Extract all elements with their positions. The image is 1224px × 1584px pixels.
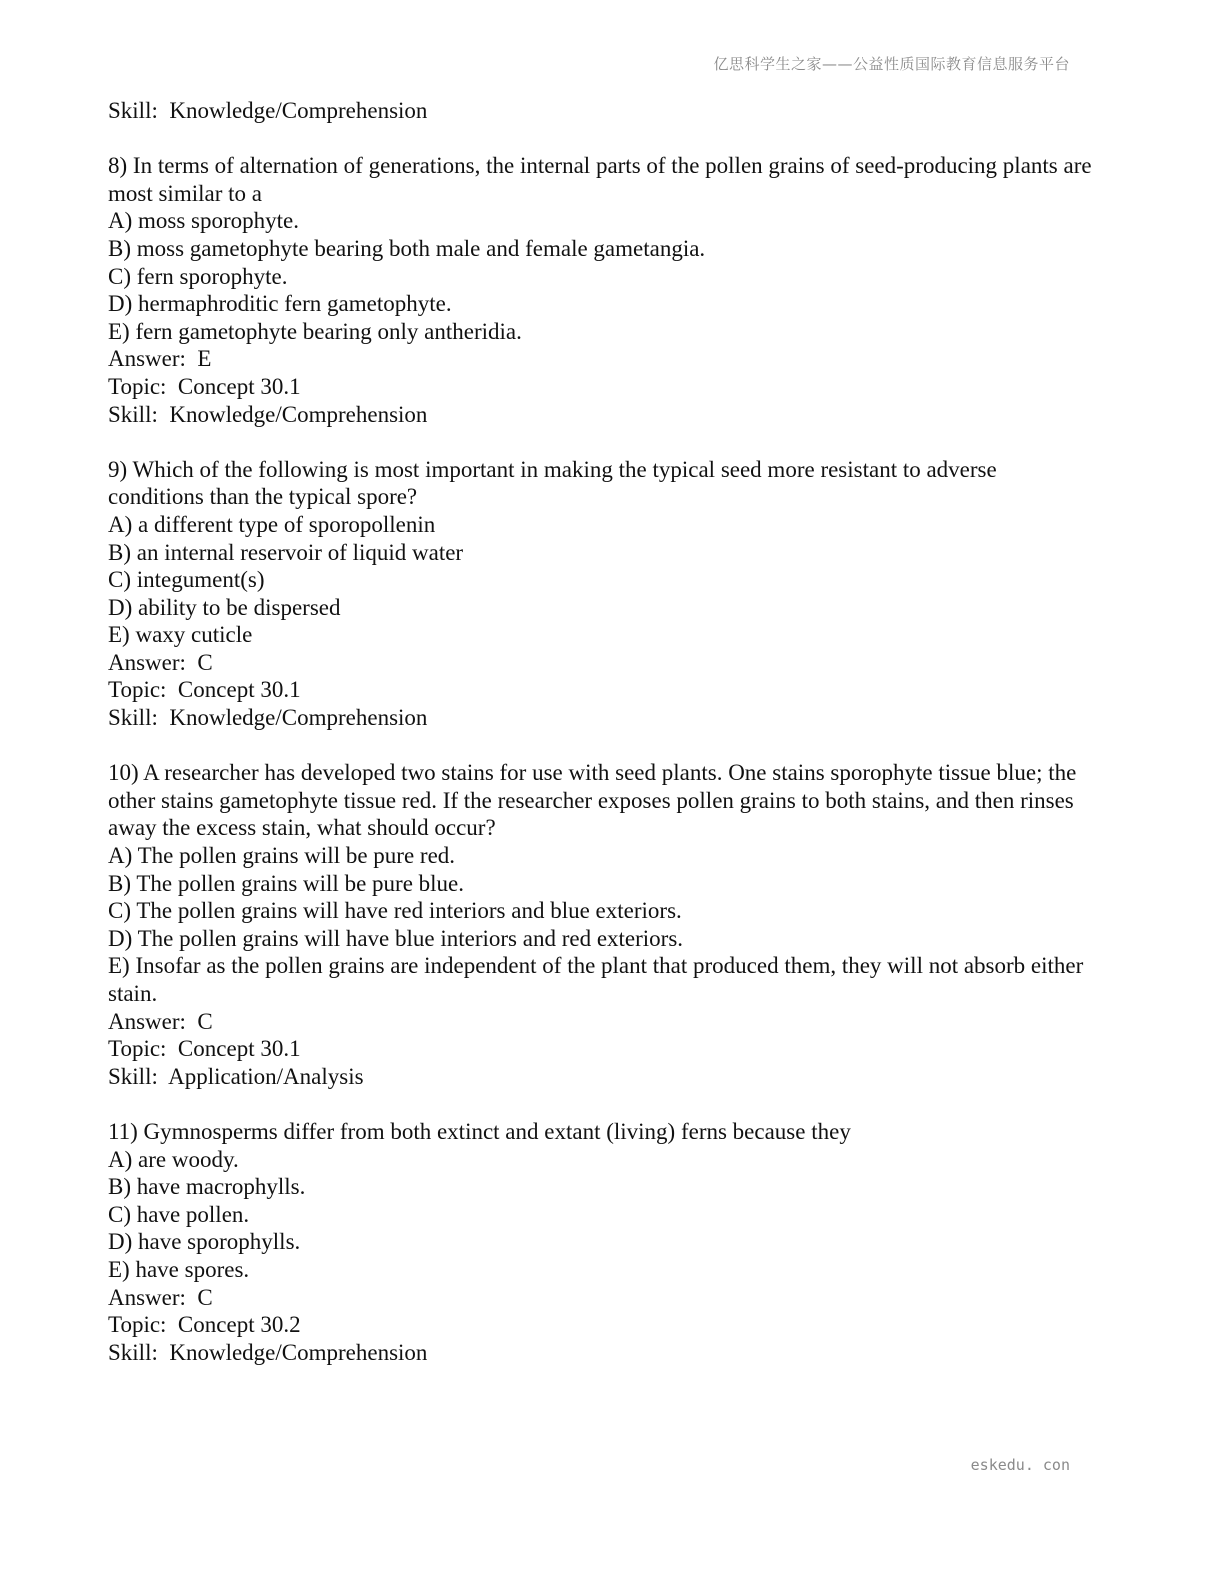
document-body <box>108 97 1108 1366</box>
skill-line: Skill: Knowledge/Comprehension <box>108 1339 428 1365</box>
option-e: E) Insofar as the pollen grains are independent of the plant that produced them, they will not absorb either stain. <box>108 953 1084 1006</box>
option-c: C) integument(s) <box>108 567 265 593</box>
topic-line: Topic: Concept 30.1 <box>108 373 301 399</box>
option-d: D) hermaphroditic fern gametophyte. <box>108 291 452 317</box>
option-e: E) fern gametophyte bearing only antheridia. <box>108 318 522 344</box>
answer-line: Answer: E <box>108 346 212 372</box>
question-10 <box>108 759 1108 1090</box>
option-b: B) The pollen grains will be pure blue. <box>108 870 464 896</box>
option-b: B) an internal reservoir of liquid water <box>108 539 464 565</box>
option-a: A) are woody. <box>108 1146 239 1172</box>
option-a: A) moss sporophyte. <box>108 208 300 234</box>
skill-line: Skill: Application/Analysis <box>108 1063 364 1089</box>
topic-line: Topic: Concept 30.1 <box>108 677 301 703</box>
skill-line: Skill: Knowledge/Comprehension <box>108 705 428 731</box>
answer-line: Answer: C <box>108 649 213 675</box>
skill-line: Skill: Knowledge/Comprehension <box>108 401 428 427</box>
option-d: D) The pollen grains will have blue interiors and red exteriors. <box>108 925 684 951</box>
option-c: C) fern sporophyte. <box>108 263 288 289</box>
header-watermark: 亿思科学生之家——公益性质国际教育信息服务平台 <box>713 55 1070 73</box>
footer-watermark: eskedu. con <box>970 1456 1070 1474</box>
option-d: D) have sporophylls. <box>108 1229 301 1255</box>
option-b: B) have macrophylls. <box>108 1174 306 1200</box>
topic-line: Topic: Concept 30.1 <box>108 1036 301 1062</box>
option-e: E) waxy cuticle <box>108 622 253 648</box>
option-a: A) a different type of sporopollenin <box>108 511 436 537</box>
question-stem: 8) In terms of alternation of generations, the internal parts of the pollen grains of seed-producing plants are most similar to a <box>108 153 1092 206</box>
question-9 <box>108 456 1108 732</box>
option-e: E) have spores. <box>108 1256 250 1282</box>
question-stem: 9) Which of the following is most important in making the typical seed more resistant to adverse conditions than the typical spore? <box>108 456 997 510</box>
option-a: A) The pollen grains will be pure red. <box>108 843 456 869</box>
option-c: C) have pollen. <box>108 1201 250 1227</box>
option-d: D) ability to be dispersed <box>108 594 341 620</box>
top-skill-line: Skill: Knowledge/Comprehension <box>108 98 428 123</box>
option-b: B) moss gametophyte bearing both male and female gametangia. <box>108 235 706 261</box>
question-11 <box>108 1118 1108 1366</box>
question-8 <box>108 152 1108 428</box>
topic-line: Topic: Concept 30.2 <box>108 1312 301 1338</box>
answer-line: Answer: C <box>108 1284 213 1310</box>
option-c: C) The pollen grains will have red interiors and blue exteriors. <box>108 898 682 924</box>
question-stem: 10) A researcher has developed two stains for use with seed plants. One stains sporophyte tissue blue; the other stains gametophyte tissue red. If the researcher exposes pollen grains to both stains, and then rinses away the excess stain, what should occur? <box>108 760 1077 841</box>
answer-line: Answer: C <box>108 1008 213 1034</box>
question-stem: 11) Gymnosperms differ from both extinct and extant (living) ferns because they <box>108 1118 851 1144</box>
